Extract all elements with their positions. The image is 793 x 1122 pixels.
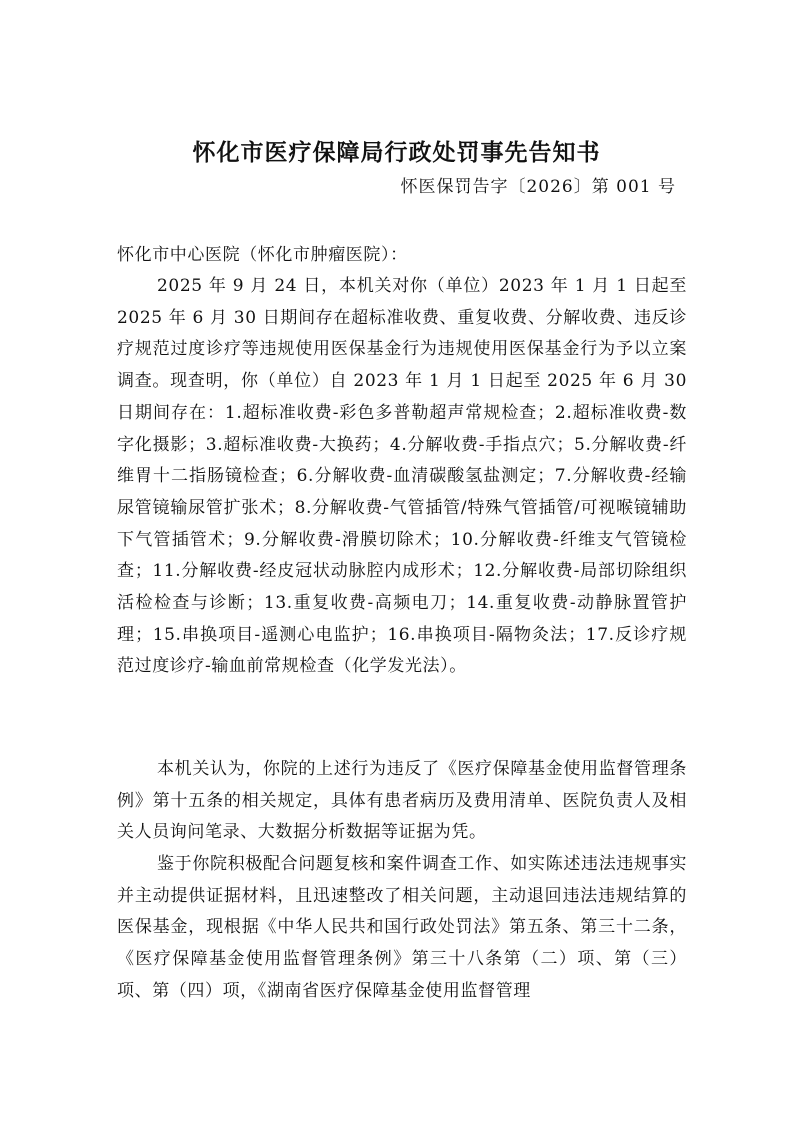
document-title: 怀化市医疗保障局行政处罚事先告知书 <box>192 140 601 166</box>
paragraph-violation: 本机关认为，你院的上述行为违反了《医疗保障基金使用监督管理条例》第十五条的相关规定，具体有患者病历及费用清单、医院负责人及相关人员询问笔录、大数据分析数据等证据为凭。 <box>117 759 687 843</box>
paragraph-legal-basis: 鉴于你院积极配合问题复核和案件调查工作、如实陈述违法违规事实并主动提供证据材料，且迅速整改了相关问题，主动退回违法违规结算的医保基金，现根据《中华人民共和国行政处罚法》第五条、第三十二条，《医疗保障基金使用监督管理条例》第三十八条第（二）项、第（三）项、第（四）项，《湖南省医疗保障基金使用监督管理 <box>117 854 687 1001</box>
paragraph-findings: 2025 年 9 月 24 日，本机关对你（单位）2023 年 1 月 1 日起至 2025 年 6 月 30 日期间存在超标准收费、重复收费、分解收费、违反诊疗规范过度诊疗等违规使用医保基金行为违规使用医保基金行为予以立案调查。现查明，你（单位）自 2023 年 1 月 1 日起至 2025 年 6 月 30 日期间存在：1.超标准收费-彩色多普勒超声常规检查；2.超标准收费-数字化摄影；3.超标准收费-大换药；4.分解收费-手指点穴；5.分解收费-纤维胃十二指肠镜检查；6.分解收费-血清碳酸氢盐测定；7.分解收费-经输尿管镜输尿管扩张术；8.分解收费-气管插管/特殊气管插管/可视喉镜辅助下气管插管术；9.分解收费-滑膜切除术；10.分解收费-纤维支气管镜检查；11.分解收费-经皮冠状动脉腔内成形术；12.分解收费-局部切除组织活检检查与诊断；13.重复收费-高频电刀；14.重复收费-动静脉置管护理；15.串换项目-遥测心电监护；16.串换项目-隔物灸法；17.反诊疗规范过度诊疗-输血前常规检查（化学发光法）。 <box>117 276 687 677</box>
addressee: 怀化市中心医院（怀化市肿瘤医院）： <box>117 245 408 265</box>
document-number: 怀医保罚告字〔2026〕第 001 号 <box>400 177 676 197</box>
